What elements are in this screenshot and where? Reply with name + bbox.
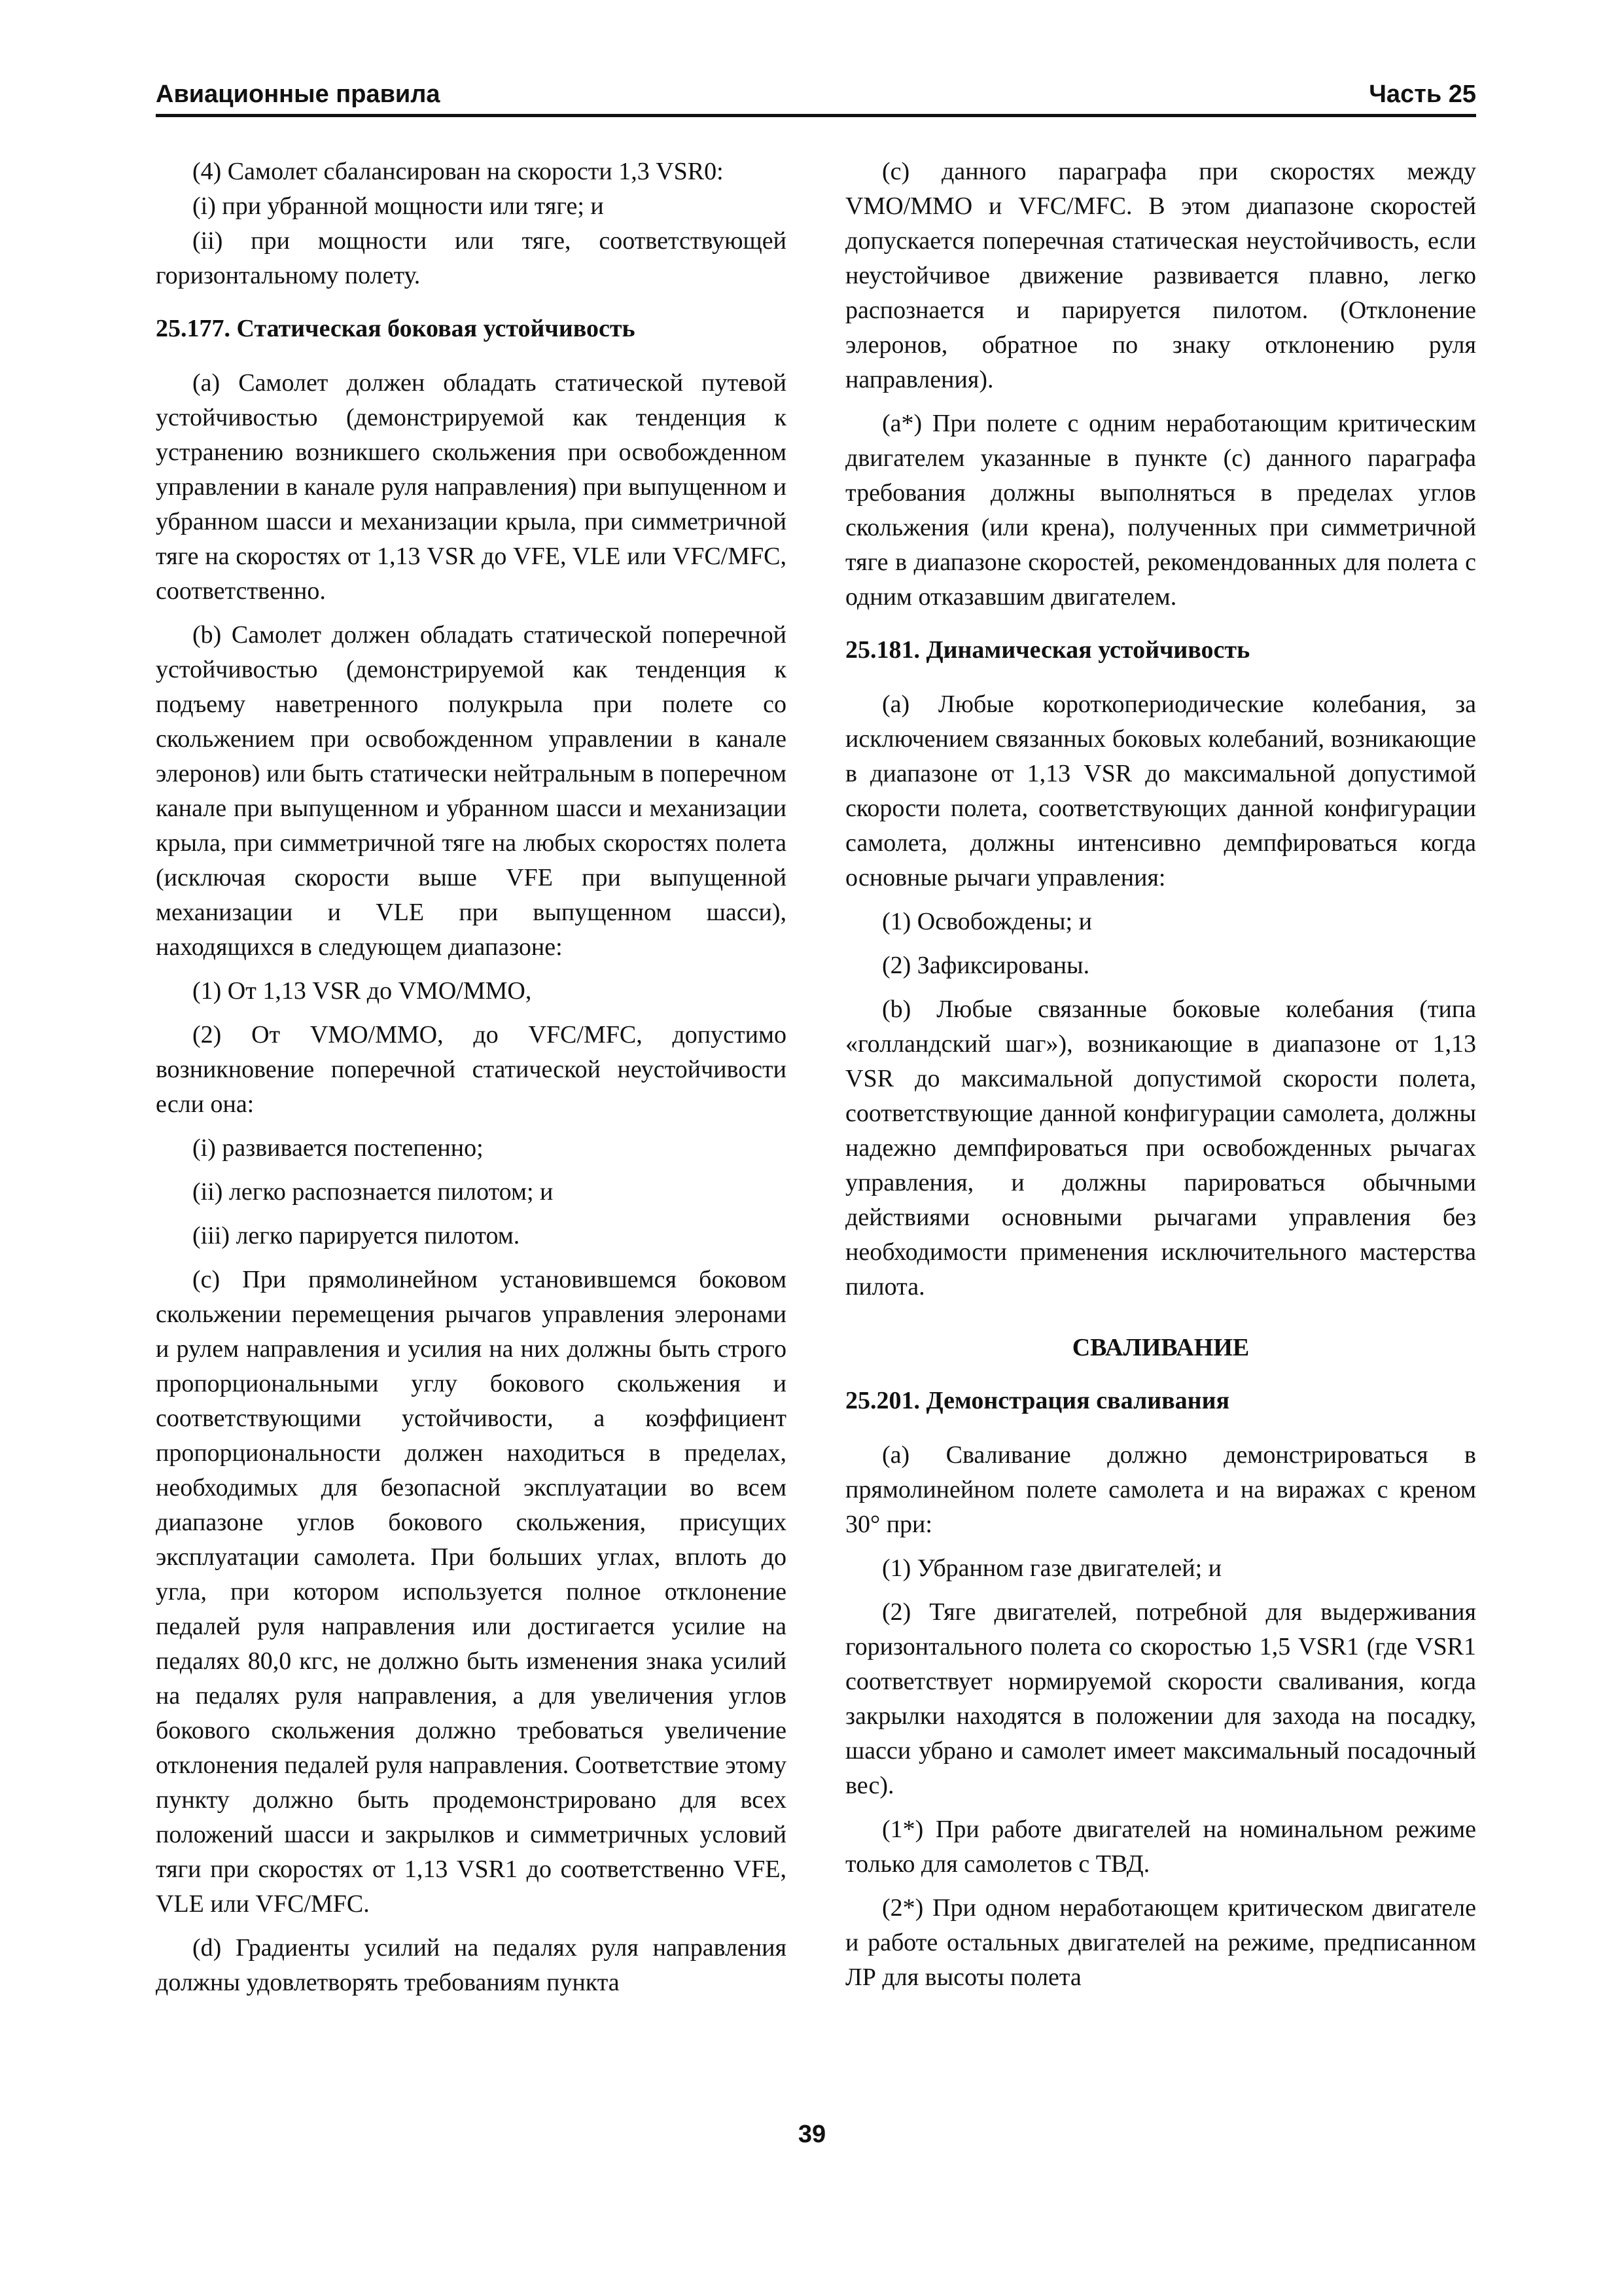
chapter-heading: СВАЛИВАНИЕ <box>1072 1334 1250 1361</box>
paragraph: (1) От 1,13 VSR до VMO/MMO, <box>192 977 532 1005</box>
paragraph: (d) Градиенты усилий на педалях руля направления должны удовлетворять требованиям пункта <box>156 1934 786 1996</box>
paragraph: (a) Самолет должен обладать статической путевой устойчивостью (демонстрируемой как тенденция к устранению возникшего скольжения при освобожденном управлении в канале руля направления) при выпущенном и убранном шасси и механизации крыла, при симметричной тяге на скоростях от 1,13 VSR до VFE, VLE или VFC/MFC, соответственно. <box>156 369 786 605</box>
paragraph: (iii) легко парируется пилотом. <box>192 1222 520 1249</box>
paragraph: (2) Зафиксированы. <box>882 952 1090 979</box>
paragraph: (a*) При полете с одним неработающим критическим двигателем указанные в пункте (c) данного параграфа требования должны выполняться в пределах углов скольжения (или крена), полученных при симметричной тяге в диапазоне скоростей, рекомендованных для полета с одним отказавшим двигателем. <box>845 410 1476 611</box>
paragraph: (2) Тяге двигателей, потребной для выдерживания горизонтального полета со скоростью 1,5 VSR1 (где VSR1 соответствует нормируемой скорости сваливания, когда закрылки находятся в положении для захода на посадку, шасси убрано и самолет имеет максимальный посадочный вес). <box>845 1598 1476 1799</box>
page-number: 39 <box>798 2121 826 2148</box>
paragraph: (1*) При работе двигателей на номинальном режиме только для самолетов с ТВД. <box>845 1816 1476 1878</box>
paragraph: (2*) При одном неработающем критическом двигателе и работе остальных двигателей на режиме, предписанном ЛР для высоты полета <box>845 1894 1476 1991</box>
section-heading: 25.177. Статическая боковая устойчивость <box>156 315 635 342</box>
section-heading: 25.181. Динамическая устойчивость <box>845 636 1250 664</box>
paragraph: (i) развивается постепенно; <box>192 1134 484 1162</box>
section-heading: 25.201. Демонстрация сваливания <box>845 1387 1230 1414</box>
left-column <box>156 154 786 2000</box>
right-column <box>845 154 1476 1995</box>
header-title: Авиационные правила <box>156 81 440 108</box>
paragraph: (4) Самолет сбалансирован на скорости 1,3 VSR0: <box>192 158 724 185</box>
paragraph: (c) При прямолинейном установившемся боковом скольжении перемещения рычагов управления элеронами и рулем направления и усилия на них должны быть строго пропорциональными углу бокового скольжения и соответствующими устойчивости, а коэффициент пропорциональности должен находиться в пределах, необходимых для безопасной эксплуатации во всем диапазоне углов бокового скольжения, присущих эксплуатации самолета. При больших углах, вплоть до угла, при котором используется полное отклонение педалей руля направления или достигается усилие на педалях 80,0 кгс, не должно быть изменения знака усилий на педалях руля направления, а для увеличения углов бокового скольжения должно требоваться увеличение отклонения педалей руля направления. Соответствие этому пункту должно быть продемонстрировано для всех положений шасси и закрылков и симметричных условий тяги при скоростях от 1,13 VSR1 до соответственно VFE, VLE или VFC/MFC. <box>156 1266 786 1918</box>
paragraph: (1) Убранном газе двигателей; и <box>882 1554 1222 1582</box>
paragraph: (a) Любые короткопериодические колебания, за исключением связанных боковых колебаний, возникающие в диапазоне от 1,13 VSR до максимальной допустимой скорости полета, соответствующих данной конфигурации самолета, должны интенсивно демпфироваться когда основные рычаги управления: <box>845 691 1476 891</box>
paragraph: (1) Освобождены; и <box>882 908 1092 935</box>
paragraph: (ii) при мощности или тяге, соответствующей горизонтальному полету. <box>156 227 786 289</box>
header-part: Часть 25 <box>1369 81 1476 108</box>
paragraph: (ii) легко распознается пилотом; и <box>192 1178 554 1206</box>
paragraph: (i) при убранной мощности или тяге; и <box>192 192 604 220</box>
paragraph: (a) Сваливание должно демонстрироваться в прямолинейном полете самолета и на виражах с креном 30° при: <box>845 1441 1476 1538</box>
page-header <box>156 73 1476 117</box>
paragraph: (b) Любые связанные боковые колебания (типа «голландский шаг»), возникающие в диапазоне от 1,13 VSR до максимальной допустимой скорости полета, соответствующие данной конфигурации самолета, должны надежно демпфироваться при освобожденных рычагах управления, и должны парироваться обычными действиями основными рычагами управления без необходимости применения исключительного мастерства пилота. <box>845 996 1476 1300</box>
paragraph: (c) данного параграфа при скоростях между VMO/MMO и VFC/MFC. В этом диапазоне скоростей допускается поперечная статическая неустойчивость, если неустойчивое движение развивается плавно, легко распознается и парируется пилотом. (Отклонение элеронов, обратное по знаку отклонению руля направления). <box>845 158 1476 393</box>
paragraph: (2) От VMO/MMO, до VFC/MFC, допустимо возникновение поперечной статической неустойчивости если она: <box>156 1021 786 1118</box>
paragraph: (b) Самолет должен обладать статической поперечной устойчивостью (демонстрируемой как тенденция к подъему наветренного полукрыла при полете со скольжением при освобожденном управлении в канале элеронов) или быть статически нейтральным в поперечном канале при выпущенном и убранном шасси и механизации крыла, при симметричной тяге на любых скоростях полета (исключая скорости выше VFE при выпущенной механизации и VLE при выпущенном шасси), находящихся в следующем диапазоне: <box>156 621 786 961</box>
